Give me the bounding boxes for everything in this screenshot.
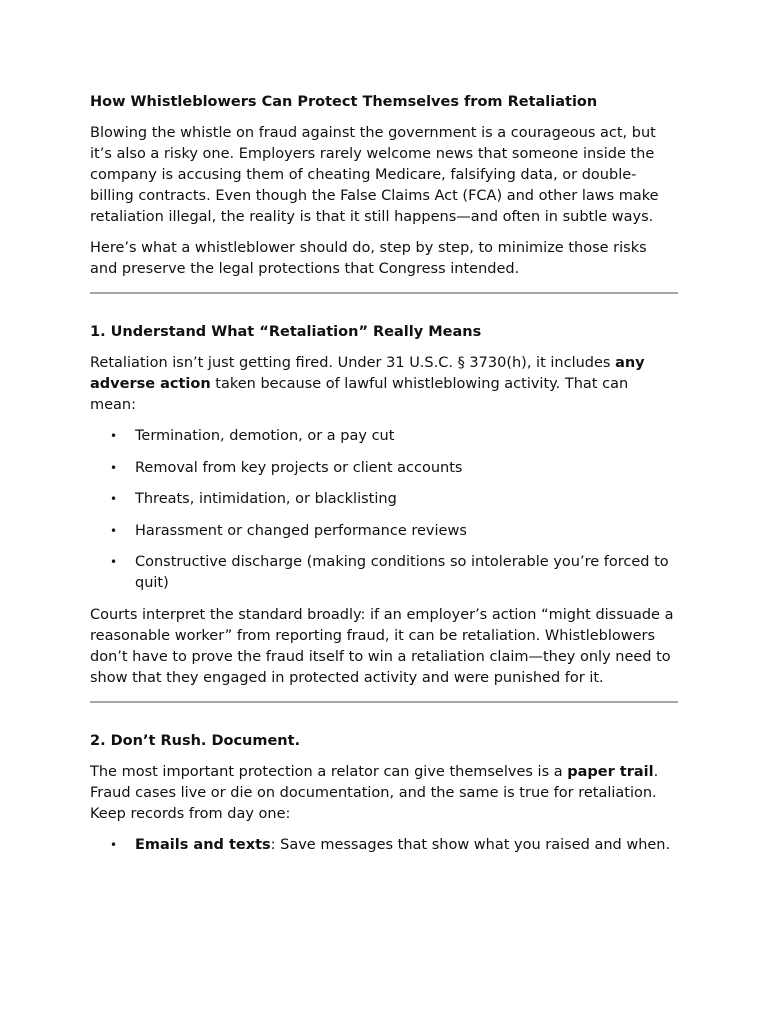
- section-1-paragraph-2: Courts interpret the standard broadly: if an employer’s action “might dissuade a reasonable worker” from reporting fraud, it can be retaliation. Whistleblowers don’t have to prove the fraud itself to win a retaliation claim—they only need to show that they engaged in protected activity and were punished for it.: [90, 606, 674, 686]
- section-divider-2: [90, 701, 678, 703]
- section-1-paragraph-1: [90, 353, 678, 416]
- section-2-paragraph-1: [90, 762, 678, 825]
- list-item-text: Constructive discharge (making conditions so intolerable you’re forced to quit): [135, 554, 669, 591]
- section-2-heading: 2. Don’t Rush. Document.: [90, 732, 301, 749]
- list-item: [90, 426, 678, 447]
- list-item-text: Termination, demotion, or a pay cut: [135, 428, 395, 444]
- section-1-p1-text-a: Retaliation isn’t just getting fired. Under 31 U.S.C. § 3730(h), it includes: [90, 355, 616, 371]
- list-item: [90, 489, 678, 510]
- list-item-text: Threats, intimidation, or blacklisting: [135, 491, 397, 507]
- section-2-p1-text-b: . Fraud cases live or die on documentation, and the same is true for retaliation. Keep records from day one:: [90, 763, 659, 822]
- list-item-text: : Save messages that show what you raised and when.: [270, 836, 671, 853]
- bullet-icon: •: [110, 460, 118, 475]
- document-page: [90, 90, 678, 866]
- bullet-icon: •: [110, 837, 118, 852]
- list-item: [90, 552, 678, 594]
- list-item-text: Removal from key projects or client accounts: [135, 459, 463, 476]
- list-item: [90, 835, 678, 856]
- intro-paragraph-2: Here’s what a whistleblower should do, step by step, to minimize those risks and preserve the legal protections that Congress intended.: [90, 240, 647, 277]
- section-1-bullet-list: [90, 426, 678, 594]
- section-2-bullet-list: [90, 835, 678, 856]
- section-2-p1-text-a: The most important protection a relator can give themselves is a: [90, 763, 568, 780]
- list-item-text: Harassment or changed performance reviews: [135, 522, 467, 539]
- document-title: How Whistleblowers Can Protect Themselves from Retaliation: [90, 94, 598, 110]
- bullet-icon: •: [110, 429, 118, 443]
- list-item-bold: Emails and texts: [135, 836, 271, 853]
- list-item: [90, 458, 678, 479]
- intro-paragraph-1: Blowing the whistle on fraud against the government is a courageous act, but it’s also a risky one. Employers rarely welcome news that someone inside the company is accusing them of cheating Medicare, falsifying data, or double-billing contracts. Even though the False Claims Act (FCA) and other laws make retaliation illegal, the reality is that it still happens—and often in subtle ways.: [90, 125, 659, 225]
- list-item: [90, 521, 678, 542]
- bullet-icon: •: [110, 523, 118, 538]
- section-1-p1-bold: any adverse action: [90, 355, 645, 392]
- section-1-heading: 1. Understand What “Retaliation” Really Means: [90, 324, 482, 340]
- section-divider-1: [90, 292, 678, 294]
- bullet-icon: •: [110, 492, 118, 506]
- bullet-icon: •: [110, 555, 118, 569]
- section-2-p1-bold: paper trail: [567, 763, 654, 780]
- section-1-p1-text-b: taken because of lawful whistleblowing activity. That can mean:: [90, 376, 629, 413]
